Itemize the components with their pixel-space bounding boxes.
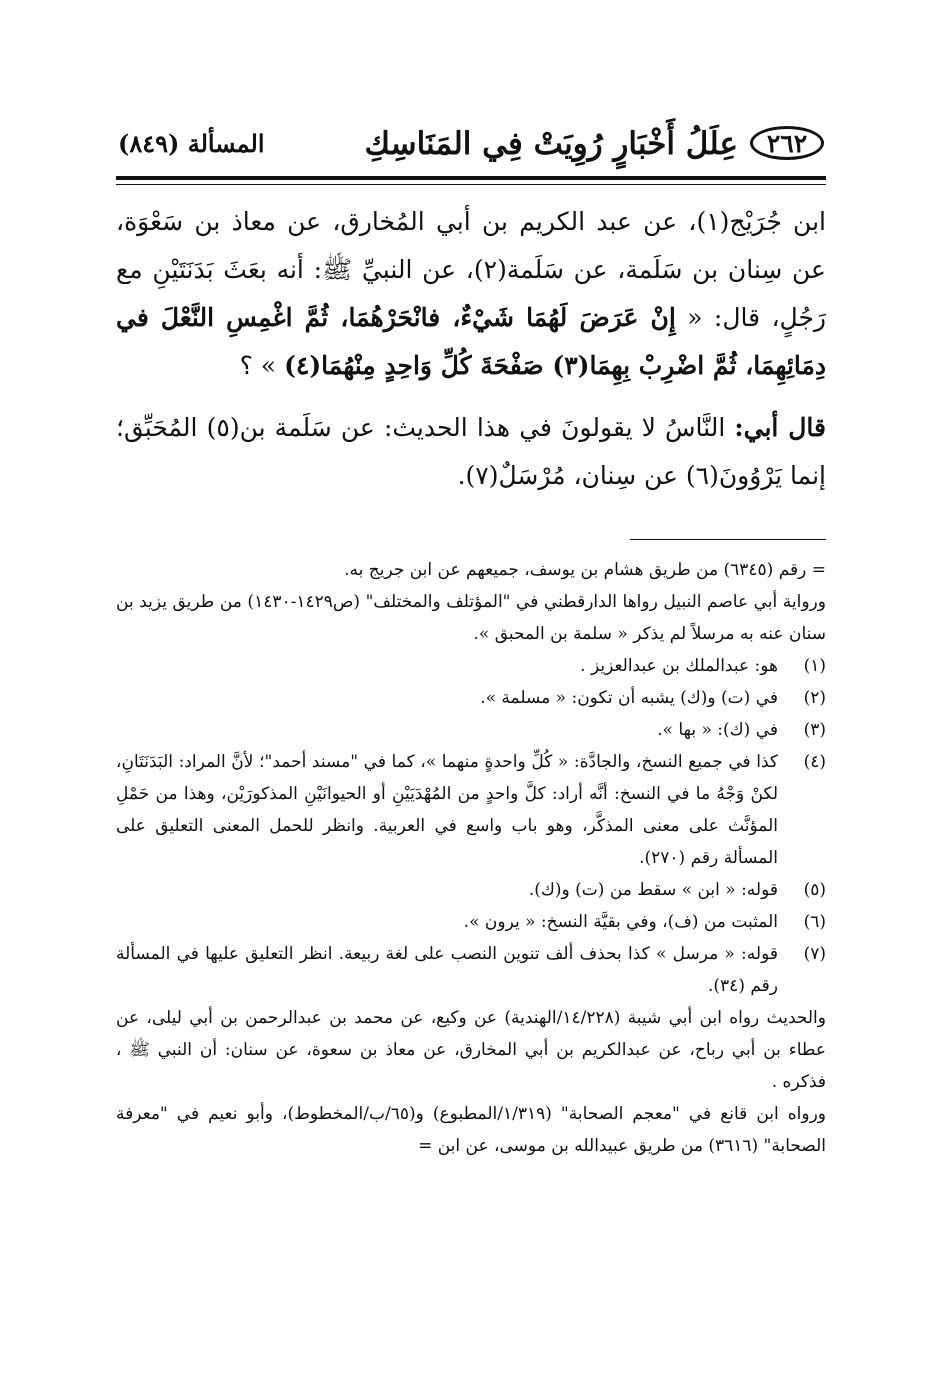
- footnote-7: [116, 938, 826, 1002]
- main-text: [116, 198, 826, 500]
- footnote-text: هو: عبدالملك بن عبدالعزيز .: [580, 656, 778, 676]
- footnote-text: في (ت) و(ك) يشبه أن تكون: « مسلمة ».: [480, 688, 778, 708]
- book-title: عِلَلُ أَخْبَارٍ رُوِيَتْ فِي المَنَاسِكِ: [364, 126, 738, 162]
- footnote-number: (٧): [803, 944, 826, 964]
- footnote-number: (٤): [803, 752, 826, 772]
- footnote-number: (٣): [803, 720, 826, 740]
- footnote-text: قوله: « ابن » سقط من (ت) و(ك).: [528, 880, 778, 900]
- footnote-text: قوله: « مرسل » كذا بحذف ألف تنوين النصب على لغة ربيعة. انظر التعليق عليها في المسألة رقم (٣٤).: [116, 944, 778, 996]
- footnote-6: [116, 906, 826, 938]
- footnote-text: في (ك): « بها ».: [657, 720, 778, 740]
- page-header: [118, 124, 824, 168]
- commentary-text: النَّاسُ لا يقولونَ في هذا الحديث: عن سَلَمة بن(٥) المُحَبِّق؛ إنما يَرْوُونَ(٦) عن سِنان، مُرْسَلٌ(٧).: [116, 413, 826, 490]
- footnote-text: كذا في جميع النسخ، والجادَّة: « كُلِّ واحدةٍ منهما »، كما في "مسند أحمد"؛ لأنَّ المراد: البَدَنَتَانِ، لكنْ وَجْهُ ما في النسخ: أنَّه أراد: كلَّ واحدٍ من المُهْدَيَيْنِ أو الحيوانَيْنِ المذكورَيْن، وهذا من حَمْلِ المؤنَّث على معنى المذكَّر، وهو باب واسع في العربية. وانظر للحمل المعنى التعليق على المسألة رقم (٢٧٠).: [116, 752, 778, 868]
- footnote-number: (٦): [803, 912, 826, 932]
- footnote-number: (٢): [803, 688, 826, 708]
- footnote-number: (٥): [803, 880, 826, 900]
- footnote-number: (١): [803, 656, 826, 676]
- hadith-chain: ابن جُرَيْج(١)، عن عبد الكريم بن أبي المُخارق، عن معاذ بن سَعْوَة، عن سِنان بن سَلَمة، عن سَلَمة(٢)، عن النبيِّ ﷺ: أنه بعَثَ بَدَنَتَيْنِ مع رَجُلٍ، قال: «: [116, 207, 826, 332]
- footnote-2: [116, 682, 826, 714]
- footnote-separator: [630, 539, 826, 540]
- footnote-4: [116, 746, 826, 874]
- footnote-continuation-1: = رقم (٦٣٤٥) من طريق هشام بن يوسف، جميعهم عن ابن جريج به.: [344, 560, 826, 580]
- page-number: ٢٦٢: [750, 126, 824, 160]
- speaker-label: قال أبي:: [734, 413, 826, 442]
- main-paragraph-1: [116, 198, 826, 390]
- header-rule-thick: [116, 176, 826, 180]
- hadith-text: إِنْ عَرَضَ لَهُمَا شَيْءٌ، فانْحَرْهُمَا، ثُمَّ اغْمِسِ النَّعْلَ في دِمَائِهِمَا، ثُمَّ اضْرِبْ بِهِمَا(٣) صَفْحَةَ كُلِّ وَاحِدٍ مِنْهُمَا(٤): [116, 303, 826, 380]
- footnotes: [116, 554, 826, 1162]
- hadith-end: » ؟: [239, 351, 277, 380]
- footnote-text: المثبت من (ف)، وفي بقيَّة النسخ: « يرون ».: [463, 912, 778, 932]
- footnote-after-1: والحديث رواه ابن أبي شيبة (١٤/٢٢٨/الهندية) عن وكيع، عن محمد بن عبدالرحمن بن أبي ليلى، عن عطاء بن أبي رباح، عن عبدالكريم بن أبي المخارق، عن معاذ بن سعوة، عن سنان: أن النبي ﷺ ، فذكره .: [116, 1008, 826, 1092]
- footnote-1: [116, 650, 826, 682]
- header-rule-thin: [116, 184, 826, 185]
- footnote-3: [116, 714, 826, 746]
- issue-label: المسألة (٨٤٩): [118, 129, 265, 158]
- footnote-continuation-2: ورواية أبي عاصم النبيل رواها الدارقطني في "المؤتلف والمختلف" (ص١٤٢٩-١٤٣٠) من طريق يزيد بن سنان عنه به مرسلاً لم يذكر « سلمة بن المحبق ».: [116, 592, 826, 644]
- main-paragraph-2: [116, 404, 826, 500]
- footnote-5: [116, 874, 826, 906]
- footnote-after-2: ورواه ابن قانع في "معجم الصحابة" (١/٣١٩/المطبوع) و(٦٥/ب/المخطوط)، وأبو نعيم في "معرفة الصحابة" (٣٦١٦) من طريق عبيدالله بن موسى، عن ابن =: [116, 1104, 827, 1156]
